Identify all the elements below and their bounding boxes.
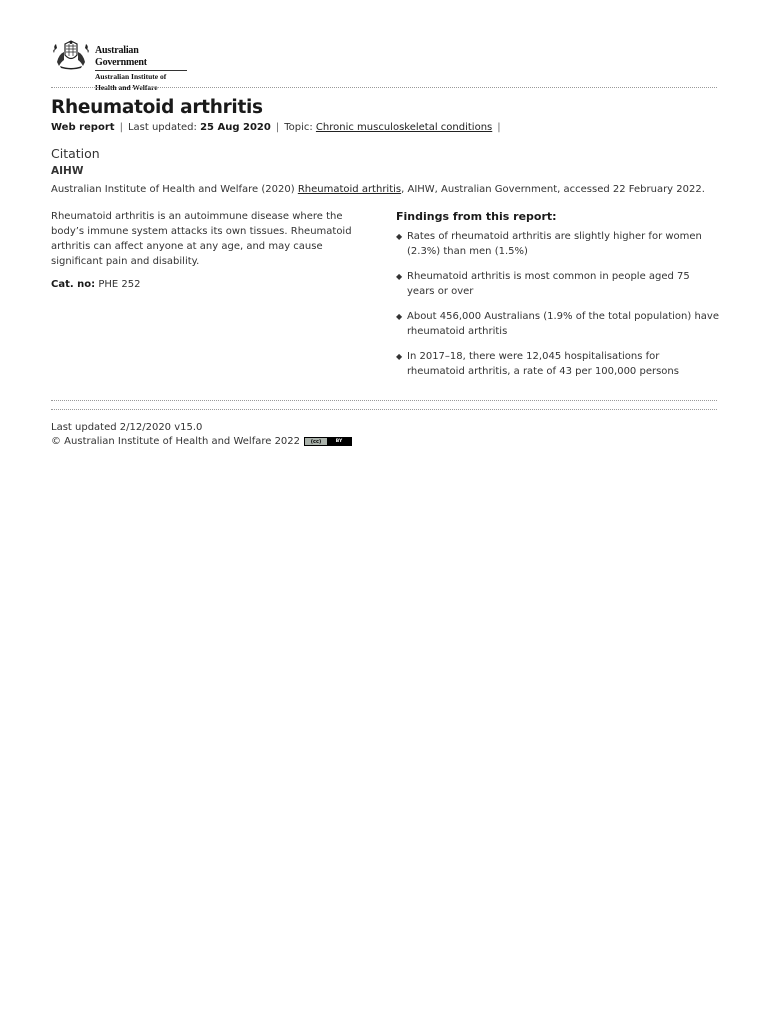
content-divider-top <box>51 400 717 401</box>
cat-value: PHE 252 <box>98 279 141 290</box>
bullet-icon: ◆ <box>396 232 403 241</box>
citation-text-after: , AIHW, Australian Government, accessed 22 February 2022. <box>401 184 705 195</box>
logo-institute-line-1: Australian Institute of <box>95 72 167 81</box>
finding-item <box>396 229 720 259</box>
findings-heading: Findings from this report: <box>396 210 557 223</box>
header-divider <box>51 87 717 88</box>
logo-institute-line-2: Health and Welfare <box>95 82 158 92</box>
bullet-icon: ◆ <box>396 352 403 361</box>
topic-link[interactable]: Chronic musculoskeletal conditions <box>315 122 493 133</box>
citation-link[interactable]: Rheumatoid arthritis <box>297 184 402 195</box>
report-type: Web report <box>51 122 115 133</box>
citation-author: AIHW <box>51 165 84 177</box>
meta-separator: | <box>497 122 501 133</box>
finding-text: About 456,000 Australians (1.9% of the total population) have rheumatoid arthritis <box>407 311 720 337</box>
coat-of-arms-icon <box>51 40 91 70</box>
logo-government-name: Australian Government <box>95 45 187 71</box>
report-meta <box>51 122 506 133</box>
footer-last-updated: Last updated 2/12/2020 v15.0 <box>51 422 203 433</box>
footer-copyright-row <box>51 436 352 447</box>
finding-item <box>396 269 720 299</box>
aihw-logo[interactable] <box>51 40 187 92</box>
by-icon: BY <box>335 439 343 444</box>
last-updated-value: 25 Aug 2020 <box>200 122 271 133</box>
meta-separator: | <box>119 122 123 133</box>
content-divider-bottom <box>51 409 717 410</box>
bullet-icon: ◆ <box>396 272 403 281</box>
finding-item <box>396 349 720 379</box>
finding-text: Rheumatoid arthritis is most common in people aged 75 years or over <box>407 271 690 297</box>
logo-text <box>95 40 187 92</box>
citation-heading: Citation <box>51 146 100 161</box>
report-summary: Rheumatoid arthritis is an autoimmune disease where the body’s immune system attacks its own tissues. Rheumatoid arthritis can affect anyone at any age, and may cause significant pain and disability. <box>51 211 352 267</box>
finding-text: Rates of rheumatoid arthritis are slightly higher for women (2.3%) than men (1.5%) <box>407 231 702 257</box>
footer-copyright: © Australian Institute of Health and Welfare 2022 <box>51 436 301 447</box>
last-updated-label: Last updated: <box>127 122 197 133</box>
bullet-icon: ◆ <box>396 312 403 321</box>
finding-item <box>396 309 720 339</box>
catalogue-number <box>51 279 140 290</box>
cc-by-license-badge[interactable] <box>304 437 352 446</box>
finding-text: In 2017–18, there were 12,045 hospitalisations for rheumatoid arthritis, a rate of 43 per 100,000 persons <box>407 351 679 377</box>
citation-text <box>51 184 705 195</box>
cc-icon: (cc) <box>305 438 327 445</box>
cat-label: Cat. no: <box>51 279 96 290</box>
citation-text-before: Australian Institute of Health and Welfare (2020) <box>51 184 298 195</box>
findings-list <box>396 229 720 389</box>
page-title: Rheumatoid arthritis <box>51 97 263 118</box>
topic-label: Topic: <box>284 122 313 133</box>
meta-separator: | <box>275 122 280 133</box>
